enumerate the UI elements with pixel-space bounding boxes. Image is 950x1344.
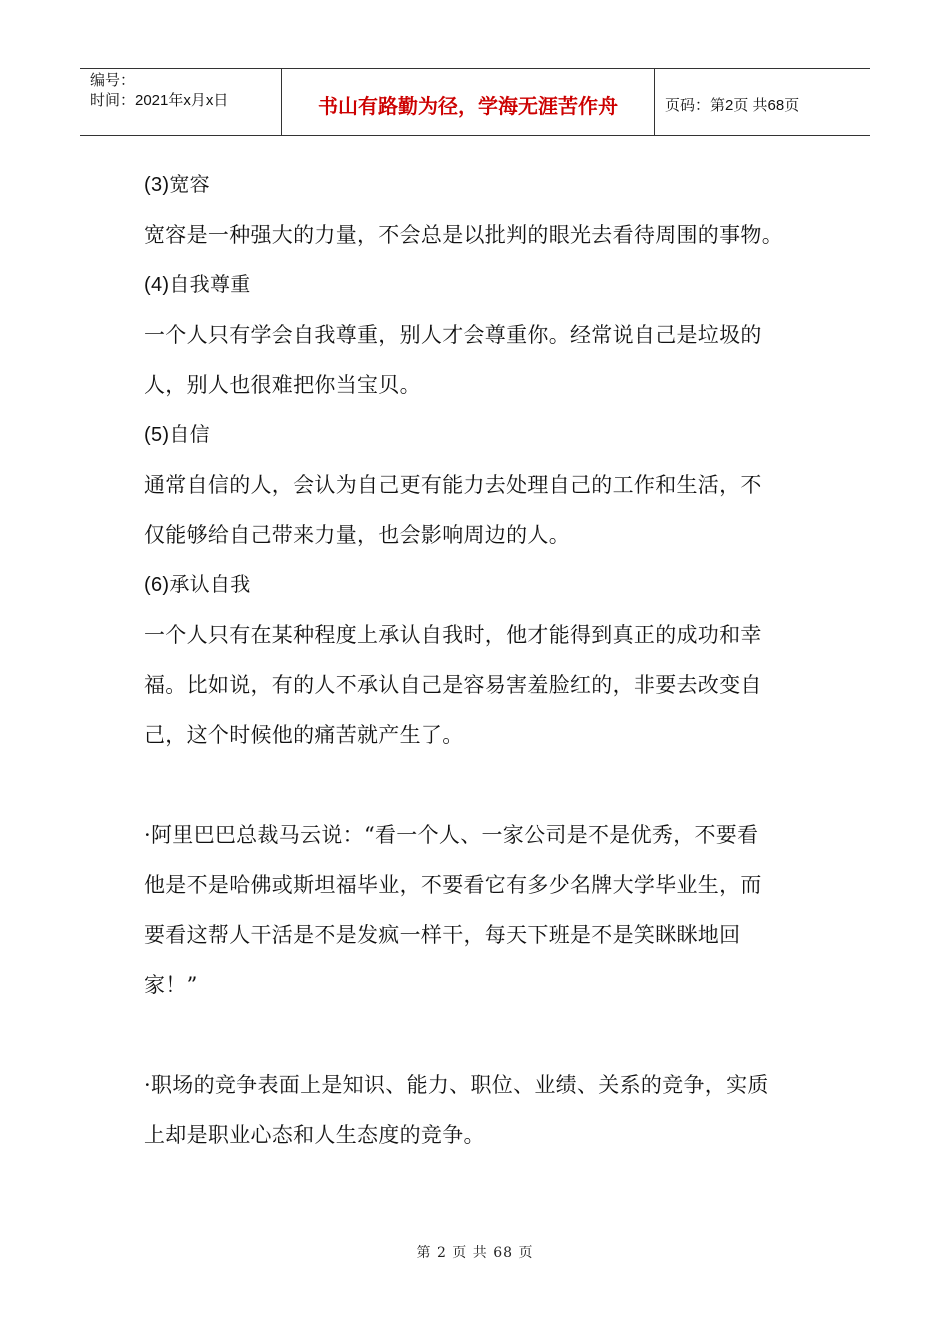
- quote-line: 要看这帮人干活是不是发疯一样干，每天下班是不是笑眯眯地回: [144, 923, 741, 947]
- paragraph-line: 己，这个时候他的痛苦就产生了。: [144, 723, 464, 747]
- paragraph-line: 人，别人也很难把你当宝贝。: [144, 373, 421, 397]
- section-heading-confidence: (5)自信: [144, 424, 210, 446]
- page-footer: 第 2 页 共 68 页: [416, 1245, 534, 1261]
- paragraph-line: 一个人只有在某种程度上承认自我时，他才能得到真正的成功和幸: [144, 623, 762, 647]
- document-date: 时间：2021年x月x日: [90, 92, 229, 109]
- paragraph-line: 通常自信的人，会认为自己更有能力去处理自己的工作和生活，不: [144, 473, 762, 497]
- page-header: [80, 68, 870, 136]
- section-heading-self-acceptance: (6)承认自我: [144, 574, 251, 596]
- paragraph-line: 宽容是一种强大的力量，不会总是以批判的眼光去看待周围的事物。: [144, 223, 783, 247]
- document-body: [144, 160, 810, 1160]
- header-page-code: [655, 69, 870, 135]
- section-heading-tolerance: (3)宽容: [144, 174, 210, 196]
- paragraph-line: 仅能够给自己带来力量，也会影响周边的人。: [144, 523, 570, 547]
- quote-line: 他是不是哈佛或斯坦福毕业，不要看它有多少名牌大学毕业生，而: [144, 873, 762, 897]
- paragraph-line: 一个人只有学会自我尊重，别人才会尊重你。经常说自己是垃圾的: [144, 323, 762, 347]
- paragraph-gap: [144, 1010, 810, 1060]
- paragraph-line: 上却是职业心态和人生态度的竞争。: [144, 1123, 485, 1147]
- quote-line: 家！”: [144, 973, 198, 997]
- document-number-label: 编号：: [90, 72, 136, 89]
- paragraph-gap: [144, 760, 810, 810]
- header-meta: [80, 69, 282, 135]
- page-code-text: 页码：第2页 共68页: [665, 96, 800, 114]
- quote-line: ·阿里巴巴总裁马云说：“看一个人、一家公司是不是优秀，不要看: [144, 823, 759, 847]
- paragraph-line: 福。比如说，有的人不承认自己是容易害羞脸红的，非要去改变自: [144, 673, 762, 697]
- motto-text: 书山有路勤为径，学海无涯苦作舟: [318, 93, 618, 118]
- section-heading-self-respect: (4)自我尊重: [144, 274, 251, 296]
- paragraph-line: ·职场的竞争表面上是知识、能力、职位、业绩、关系的竞争，实质: [144, 1073, 769, 1097]
- header-motto: [282, 69, 655, 135]
